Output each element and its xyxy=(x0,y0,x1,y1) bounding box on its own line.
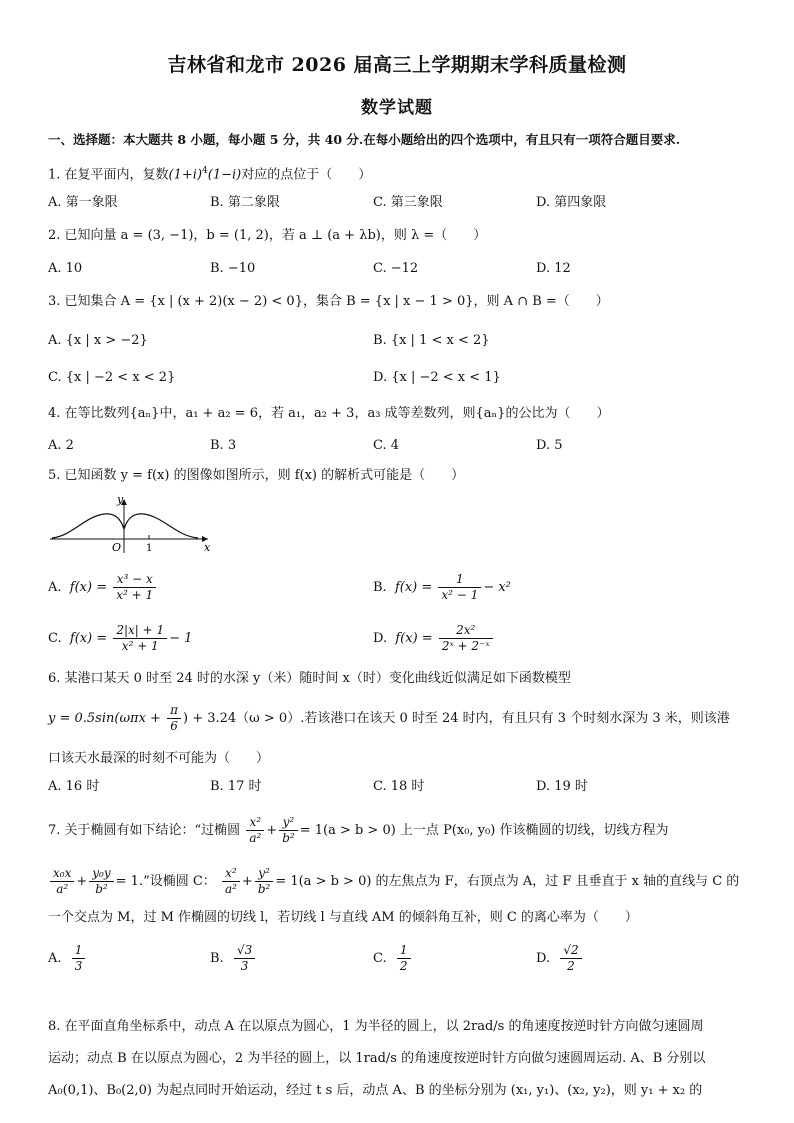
q5-a-den: x² + 1 xyxy=(116,588,154,602)
q1-stem-a: 1. 在复平面内，复数 xyxy=(48,167,169,183)
q7-frac-y-2 xyxy=(255,866,274,897)
q7-option-b xyxy=(210,943,257,974)
q5-b-num: 1 xyxy=(438,572,481,588)
question-4-stem: 4. 在等比数列{aₙ}中，a₁ + a₂ = 6，若 a₁，a₂ + 3，a₃ 成等差数列，则{aₙ}的公比为（ ） xyxy=(48,406,610,421)
q7-d-label: D. xyxy=(536,951,551,966)
q7-b-num: √3 xyxy=(234,943,255,959)
q7-stem-a: 7. 关于椭圆有如下结论：“过椭圆 xyxy=(48,823,241,838)
q7-f1-den-2: a² xyxy=(224,882,237,896)
q4-option-d: D. 5 xyxy=(536,438,563,453)
q5-a-lhs: f(x) = xyxy=(69,580,108,595)
q2-option-a: A. 10 xyxy=(48,261,83,276)
q7-t2-den: b² xyxy=(95,882,108,896)
q5-b-tail: − x² xyxy=(483,580,511,595)
q6-model-num: π xyxy=(167,703,181,719)
q5-c-fraction xyxy=(113,623,167,654)
q1-expr: (1+i) xyxy=(168,167,203,183)
q7-c-label: C. xyxy=(373,951,387,966)
q1-expr2: (1−i) xyxy=(207,167,242,183)
q3-option-b: B. {x | 1 < x < 2} xyxy=(373,333,490,348)
q2-option-d: D. 12 xyxy=(536,261,571,276)
q7-a-den: 3 xyxy=(74,959,83,973)
question-1-stem xyxy=(48,162,758,184)
question-8-line-1: 8. 在平面直角坐标系中，动点 A 在以原点为圆心，1 为半径的圆上，以 2rad/s 的角速度按逆时针方向做匀速圆周 xyxy=(48,1019,704,1034)
q6-option-d: D. 19 时 xyxy=(536,779,588,794)
q5-b-den: x² − 1 xyxy=(441,588,479,602)
q5-d-fraction xyxy=(439,623,493,654)
q5-c-lhs: f(x) = xyxy=(69,631,108,646)
section-heading: 一、选择题：本大题共 8 小题，每小题 5 分，共 40 分.在每小题给出的四个选项中，有且只有一项符合题目要求. xyxy=(48,132,681,147)
q5-option-d xyxy=(373,623,495,654)
q5-option-c xyxy=(48,623,192,654)
q7-t2-num: y₀y xyxy=(89,866,113,882)
q5-a-num: x³ − x xyxy=(113,572,156,588)
q7-plus-3: + xyxy=(241,874,253,889)
question-3-stem: 3. 已知集合 A = {x | (x + 2)(x − 2) < 0}，集合 B = {x | x − 1 > 0}，则 A ∩ B =（ ） xyxy=(48,294,609,309)
q7-frac-y xyxy=(279,815,298,846)
q5-c-label: C. xyxy=(48,631,62,646)
q7-f2-den-2: b² xyxy=(257,882,271,896)
q7-d-den: 2 xyxy=(567,959,575,973)
q7-option-d xyxy=(536,943,584,974)
q6-model-b: ) + 3.24（ω > 0）.若该港口在该天 0 时至 24 时内，有且只有 3 个时刻水深为 3 米，则该港 xyxy=(182,711,730,726)
q2-option-b: B. −10 xyxy=(210,261,256,276)
question-6-stem: 6. 某港口某天 0 时至 24 时的水深 y（米）随时间 x（时）变化曲线近似满足如下函数模型 xyxy=(48,671,571,686)
q1-option-d: D. 第四象限 xyxy=(536,195,607,210)
q5-a-fraction xyxy=(113,572,156,603)
q3-option-c: C. {x | −2 < x < 2} xyxy=(48,370,176,385)
q5-d-num: 2x² xyxy=(439,623,493,639)
q5-d-label: D. xyxy=(373,631,388,646)
question-7-line-1 xyxy=(48,815,758,846)
q6-model-den: 6 xyxy=(170,719,178,733)
q4-option-a: A. 2 xyxy=(48,438,74,453)
q7-b-label: B. xyxy=(210,951,224,966)
exam-title: 吉林省和龙市 2026 届高三上学期期末学科质量检测 xyxy=(167,54,627,76)
q5-b-fraction xyxy=(438,572,481,603)
exam-subtitle: 数学试题 xyxy=(361,98,433,118)
function-curve xyxy=(52,514,198,538)
q6-model-a: y = 0.5sin(ωπx + xyxy=(48,711,161,726)
q7-a-fraction xyxy=(72,943,86,974)
q6-option-b: B. 17 时 xyxy=(210,779,262,794)
q7-f2-num-2: y² xyxy=(255,866,274,882)
question-8-line-2: 运动；动点 B 在以原点为圆心，2 为半径的圆上，以 1rad/s 的角速度按逆时针方向做匀速圆周运动. A、B 分别以 xyxy=(48,1051,706,1066)
q7-tangent-frac-2 xyxy=(89,866,113,897)
q6-option-a: A. 16 时 xyxy=(48,779,100,794)
question-8-line-3: A₀(0,1)、B₀(2,0) 为起点同时开始运动，经过 t s 后，动点 A、B 的坐标分别为 (x₁, y₁)、(x₂, y₂)，则 y₁ + x₂ 的 xyxy=(48,1083,703,1098)
q5-c-tail: − 1 xyxy=(169,631,193,646)
q7-b-fraction xyxy=(234,943,255,974)
q4-option-b: B. 3 xyxy=(210,438,237,453)
q3-option-d: D. {x | −2 < x < 1} xyxy=(373,370,501,385)
q7-b-den: 3 xyxy=(240,959,249,973)
q1-exp: 4 xyxy=(202,166,208,176)
q2-option-c: C. −12 xyxy=(373,261,419,276)
q7-option-a xyxy=(48,943,87,974)
q1-option-a: A. 第一象限 xyxy=(48,195,118,210)
q7-stem-b: = 1(a > b > 0) 上一点 P(x₀, y₀) 作该椭圆的切线，切线方程为 xyxy=(299,823,669,838)
q7-f1-num: x² xyxy=(246,815,264,831)
q6-model-fraction xyxy=(167,703,181,734)
origin-label: O xyxy=(112,541,122,554)
tick-1-label: 1 xyxy=(146,543,153,554)
q7-f2-num: y² xyxy=(279,815,298,831)
q4-option-c: C. 4 xyxy=(373,438,400,453)
q5-option-b xyxy=(373,572,511,603)
q7-plus-2: + xyxy=(76,874,88,889)
q7-a-label: A. xyxy=(48,951,62,966)
q7-line2-c: = 1(a > b > 0) 的左焦点为 F，右顶点为 A，过 F 且垂直于 x 轴的直线与 C 的 xyxy=(275,874,740,889)
q7-frac-x xyxy=(246,815,264,846)
q7-c-fraction xyxy=(397,943,411,974)
function-graph xyxy=(48,495,218,555)
q7-d-fraction xyxy=(560,943,581,974)
q7-line2-b: = 1.”设椭圆 C： xyxy=(115,874,216,889)
q7-f2-den: b² xyxy=(282,831,295,845)
q7-option-c xyxy=(373,943,413,974)
q5-c-num: 2|x| + 1 xyxy=(113,623,167,639)
question-5-stem: 5. 已知函数 y = f(x) 的图像如图所示，则 f(x) 的解析式可能是（ ） xyxy=(48,468,465,483)
q1-option-b: B. 第二象限 xyxy=(210,195,280,210)
q5-b-lhs: f(x) = xyxy=(394,580,433,595)
x-axis-label: x xyxy=(204,541,211,554)
q7-t1-num: x₀x xyxy=(50,866,74,882)
q5-option-a xyxy=(48,572,158,603)
q7-tangent-frac-1 xyxy=(50,866,74,897)
q7-c-num: 1 xyxy=(397,943,411,959)
question-7-line-3: 一个交点为 M，过 M 作椭圆的切线 l，若切线 l 与直线 AM 的倾斜角互补，则 C 的离心率为（ ） xyxy=(48,910,638,925)
q5-c-den: x² + 1 xyxy=(121,639,159,653)
q5-d-lhs: f(x) = xyxy=(395,631,433,646)
y-axis-label: y xyxy=(117,495,124,506)
q7-f1-den: a² xyxy=(249,831,262,845)
q7-t1-den: a² xyxy=(56,882,69,896)
q5-d-den: 2ˣ + 2⁻ˣ xyxy=(441,639,490,653)
q7-c-den: 2 xyxy=(399,959,408,973)
q5-b-label: B. xyxy=(373,580,387,595)
question-2-stem: 2. 已知向量 a = (3, −1)，b = (1, 2)，若 a ⊥ (a + λb)，则 λ =（ ） xyxy=(48,228,487,243)
q7-d-num: √2 xyxy=(560,943,581,959)
q7-frac-x-2 xyxy=(222,866,240,897)
q1-option-c: C. 第三象限 xyxy=(373,195,443,210)
question-7-line-2 xyxy=(48,866,758,897)
q7-f1-num-2: x² xyxy=(222,866,240,882)
question-6-tail: 口该天水最深的时刻不可能为（ ） xyxy=(48,751,270,766)
q5-a-label: A. xyxy=(48,580,62,595)
q6-option-c: C. 18 时 xyxy=(373,779,425,794)
q1-stem-b: 对应的点位于（ ） xyxy=(241,167,372,183)
question-6-model xyxy=(48,703,758,734)
q7-plus: + xyxy=(266,823,278,838)
q3-option-a: A. {x | x > −2} xyxy=(48,333,148,348)
q7-a-num: 1 xyxy=(72,943,86,959)
